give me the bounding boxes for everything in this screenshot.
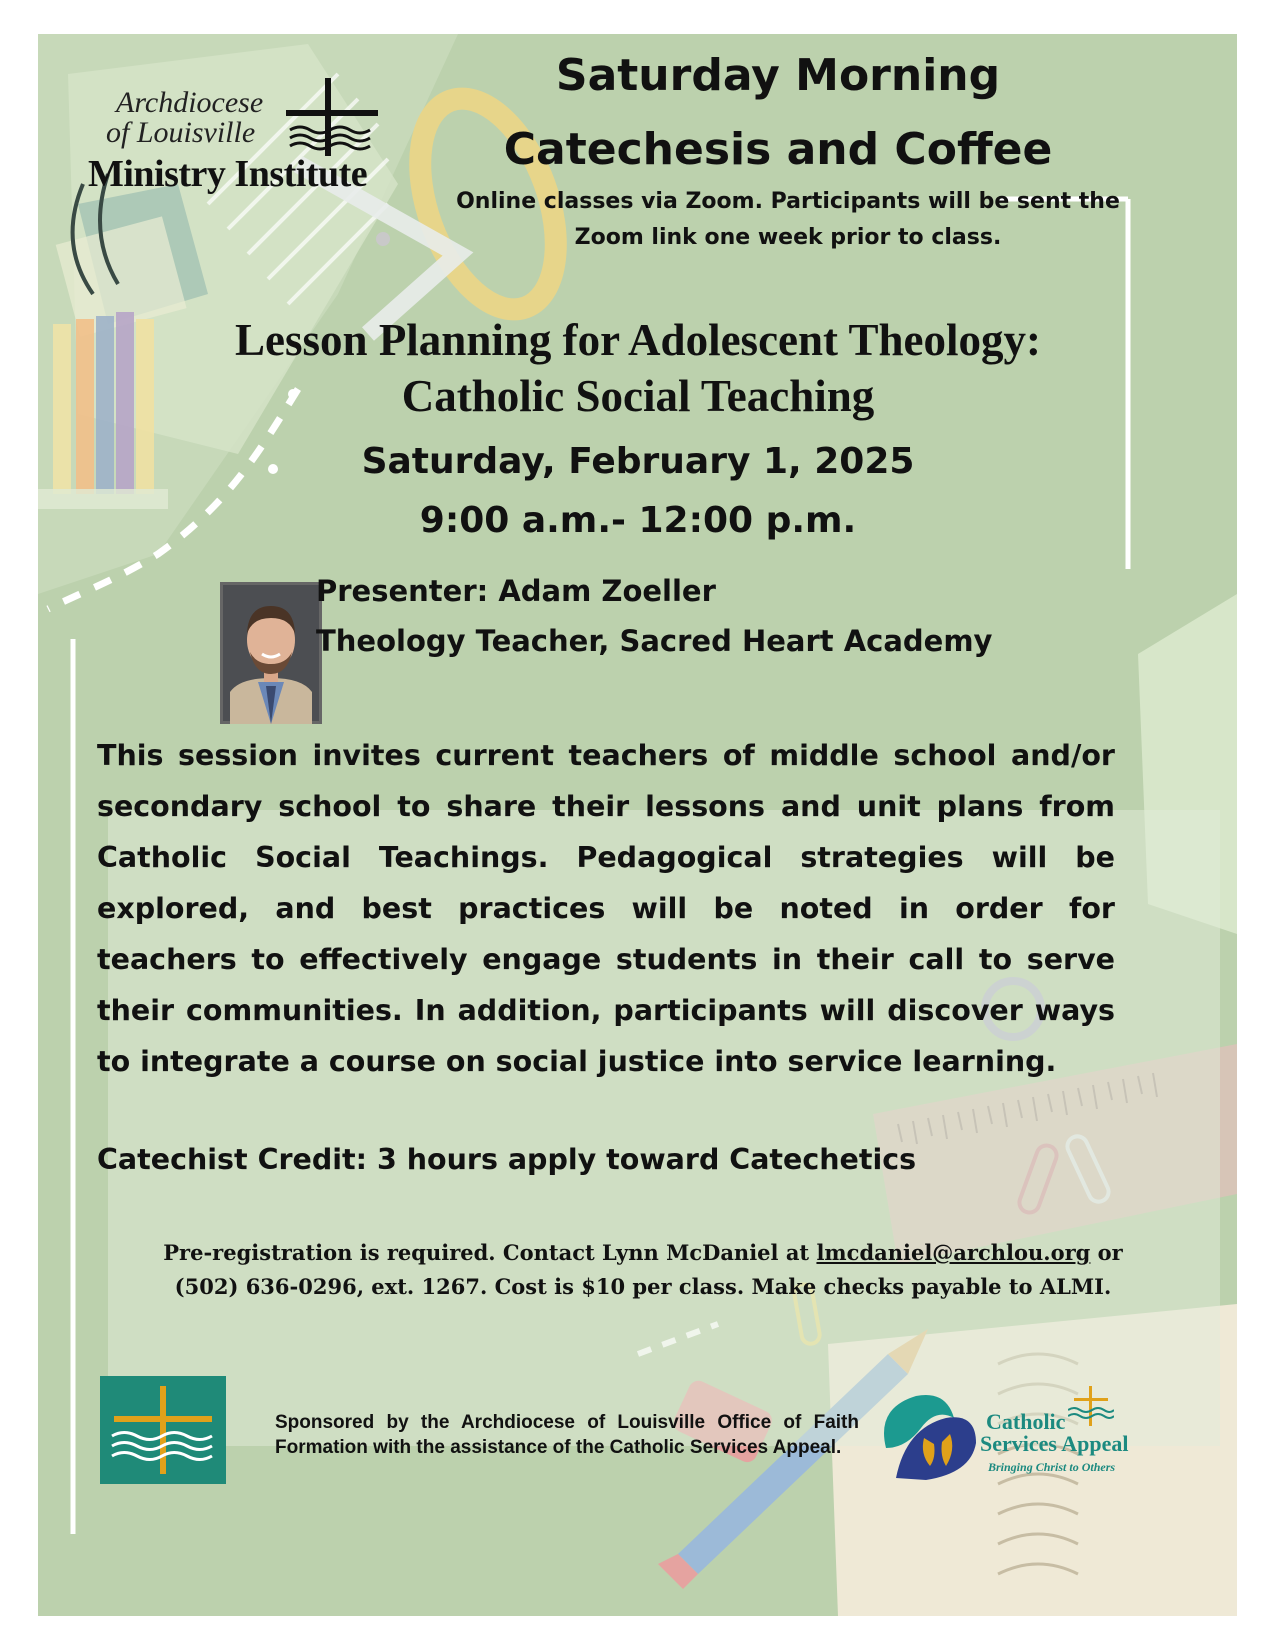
cross-waves-icon bbox=[286, 78, 378, 158]
event-time: 9:00 a.m.- 12:00 p.m. bbox=[419, 500, 857, 541]
session-description: This session invites current teachers of middle school and/or secondary school to share their lessons and unit plans from Catholic Social Teachings. Pedagogical strategies will be explored, and best practices will be noted in order for teachers to effectively engage students in their call to serve their communities. In addition, participants will discover ways to integrate a course on social justice into service learning. bbox=[97, 739, 1115, 1078]
csa-tagline: Bringing Christ to Others bbox=[988, 1460, 1116, 1474]
title-line-2: Catechesis and Coffee bbox=[503, 124, 1053, 175]
presenter-photo bbox=[220, 582, 322, 724]
registration-line-2: (502) 636-0296, ext. 1267. Cost is $10 per class. Make checks payable to ALMI. bbox=[174, 1274, 1112, 1299]
csa-name-line-2: Services Appeal bbox=[980, 1431, 1129, 1456]
csa-name-line-1: Catholic bbox=[986, 1409, 1066, 1434]
csa-cross-icon bbox=[1068, 1386, 1114, 1426]
logo-line-ministry-institute: Ministry Institute bbox=[88, 153, 368, 195]
logo-line-archdiocese: Archdiocese bbox=[116, 86, 264, 119]
sponsor-note: Sponsored by the Archdiocese of Louisville Office of Faith Formation with the assistance of the Catholic Services Appeal. bbox=[275, 1412, 859, 1458]
presenter-name: Presenter: Adam Zoeller bbox=[316, 574, 716, 608]
catechist-credit: Catechist Credit: 3 hours apply toward Catechetics bbox=[97, 1143, 917, 1176]
event-date: Saturday, February 1, 2025 bbox=[361, 441, 915, 482]
registration-or: or bbox=[1097, 1240, 1123, 1265]
csa-hands-logo bbox=[876, 1388, 980, 1482]
lesson-title-line-1: Lesson Planning for Adolescent Theology: bbox=[235, 315, 1041, 365]
archdiocese-cross-logo bbox=[100, 1376, 226, 1484]
logo-line-louisville: of Louisville bbox=[106, 116, 256, 149]
title-line-1: Saturday Morning bbox=[555, 50, 1001, 101]
registration-text: Pre-registration is required. Contact Lynn McDaniel at bbox=[163, 1240, 810, 1265]
presenter-role: Theology Teacher, Sacred Heart Academy bbox=[316, 624, 993, 658]
registration-line-1 bbox=[78, 1236, 1208, 1270]
online-note-line-2: Zoom link one week prior to class. bbox=[574, 225, 1002, 250]
lesson-title-line-2: Catholic Social Teaching bbox=[401, 371, 875, 421]
online-note-line-1: Online classes via Zoom. Participants will be sent the bbox=[456, 189, 1120, 214]
contact-email-link[interactable]: lmcdaniel@archlou.org bbox=[816, 1240, 1091, 1265]
ministry-institute-logo bbox=[88, 78, 408, 208]
flyer bbox=[38, 34, 1237, 1616]
